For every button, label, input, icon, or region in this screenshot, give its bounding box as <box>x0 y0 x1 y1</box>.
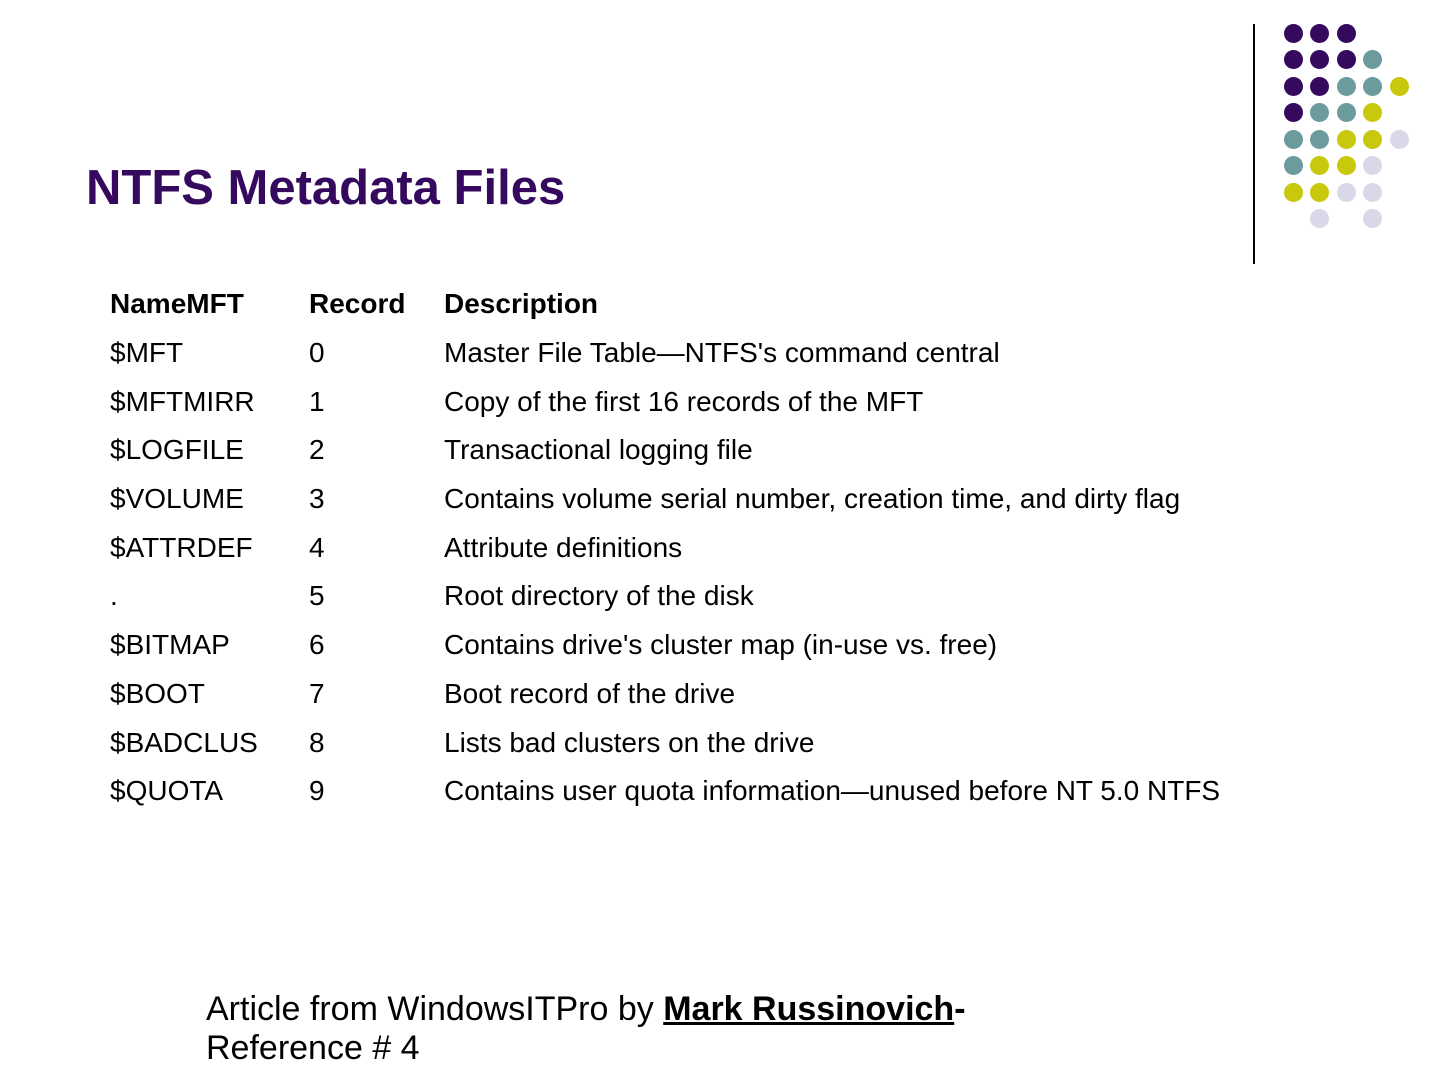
cell-name: $ATTRDEF <box>110 531 253 563</box>
cell-name: . <box>110 580 118 612</box>
decorative-dot <box>1363 50 1382 69</box>
table-row <box>104 718 1226 767</box>
decorative-dot <box>1284 130 1303 149</box>
decorative-dot <box>1284 24 1303 43</box>
decorative-dot <box>1337 156 1356 175</box>
cell-description: Boot record of the drive <box>444 677 736 709</box>
table-header-row <box>104 280 1226 329</box>
cell-name: $LOGFILE <box>110 434 244 466</box>
author-link[interactable]: Mark Russinovich <box>663 990 955 1028</box>
decorative-dot <box>1363 156 1382 175</box>
cell-name: $BITMAP <box>110 629 230 661</box>
cell-record: 2 <box>309 434 325 466</box>
cell-record: 0 <box>309 337 325 369</box>
cell-description: Contains user quota information—unused before NT 5.0 NTFS <box>444 775 1221 807</box>
table-body <box>104 329 1226 816</box>
cell-record: 8 <box>309 726 325 758</box>
decorative-dot <box>1337 24 1356 43</box>
cell-description: Copy of the first 16 records of the MFT <box>444 385 924 417</box>
decorative-dot <box>1310 24 1329 43</box>
decorative-dot <box>1310 77 1329 96</box>
cell-description: Transactional logging file <box>444 434 753 466</box>
cell-name: $MFT <box>110 337 184 369</box>
decorative-dot <box>1337 103 1356 122</box>
decorative-dot <box>1310 209 1329 228</box>
decorative-dot <box>1284 183 1303 202</box>
cell-record: 6 <box>309 629 325 661</box>
footer-citation <box>206 990 1066 1068</box>
decorative-dot <box>1310 103 1329 122</box>
decorative-dot <box>1363 130 1382 149</box>
decorative-dot <box>1363 103 1382 122</box>
cell-record: 5 <box>309 580 325 612</box>
table-header <box>104 280 1226 329</box>
cell-description: Lists bad clusters on the drive <box>444 726 815 758</box>
cell-record: 9 <box>309 775 325 807</box>
table-row <box>104 670 1226 719</box>
cell-record: 1 <box>309 385 325 417</box>
slide-title: NTFS Metadata Files <box>86 161 566 215</box>
decorative-dot <box>1363 183 1382 202</box>
decorative-dot <box>1284 50 1303 69</box>
table-row <box>104 377 1226 426</box>
decorative-dot <box>1284 77 1303 96</box>
divider-line <box>1253 24 1255 264</box>
cell-record: 3 <box>309 483 325 515</box>
cell-description: Root directory of the disk <box>444 580 754 612</box>
footer-reference: Reference # 4 <box>206 1029 420 1067</box>
decorative-dot <box>1284 103 1303 122</box>
decorative-dot <box>1390 130 1409 149</box>
decorative-dot <box>1337 130 1356 149</box>
decorative-dot <box>1337 50 1356 69</box>
table-row <box>104 572 1226 621</box>
cell-name: $VOLUME <box>110 483 244 515</box>
table-row <box>104 523 1226 572</box>
decorative-dot <box>1363 209 1382 228</box>
cell-name: $MFTMIRR <box>110 385 255 417</box>
cell-name: $BADCLUS <box>110 726 258 758</box>
decorative-dot <box>1337 183 1356 202</box>
column-header-description: Description <box>444 288 599 320</box>
cell-record: 4 <box>309 531 325 563</box>
decorative-dot <box>1390 77 1409 96</box>
column-header-name: NameMFT <box>110 288 244 320</box>
cell-description: Contains drive's cluster map (in-use vs. free) <box>444 629 998 661</box>
footer-prefix: Article from WindowsITPro by <box>206 990 664 1028</box>
decorative-dot <box>1310 130 1329 149</box>
cell-name: $QUOTA <box>110 775 224 807</box>
decorative-dot <box>1310 50 1329 69</box>
cell-description: Master File Table—NTFS's command central <box>444 337 1000 369</box>
decorative-dot-grid <box>0 0 1440 260</box>
table-row <box>104 767 1226 816</box>
table-row <box>104 329 1226 378</box>
decorative-dot <box>1310 156 1329 175</box>
footer-dash: - <box>954 990 966 1028</box>
table-row <box>104 426 1226 475</box>
cell-name: $BOOT <box>110 677 205 709</box>
column-header-record: Record <box>309 288 406 320</box>
decorative-dot <box>1363 77 1382 96</box>
cell-description: Attribute definitions <box>444 531 683 563</box>
metadata-files-table <box>104 280 1226 816</box>
decorative-dot <box>1284 156 1303 175</box>
decorative-dot <box>1337 77 1356 96</box>
decorative-dot <box>1310 183 1329 202</box>
cell-description: Contains volume serial number, creation time, and dirty flag <box>444 483 1181 515</box>
table-row <box>104 475 1226 524</box>
table-row <box>104 621 1226 670</box>
cell-record: 7 <box>309 677 325 709</box>
